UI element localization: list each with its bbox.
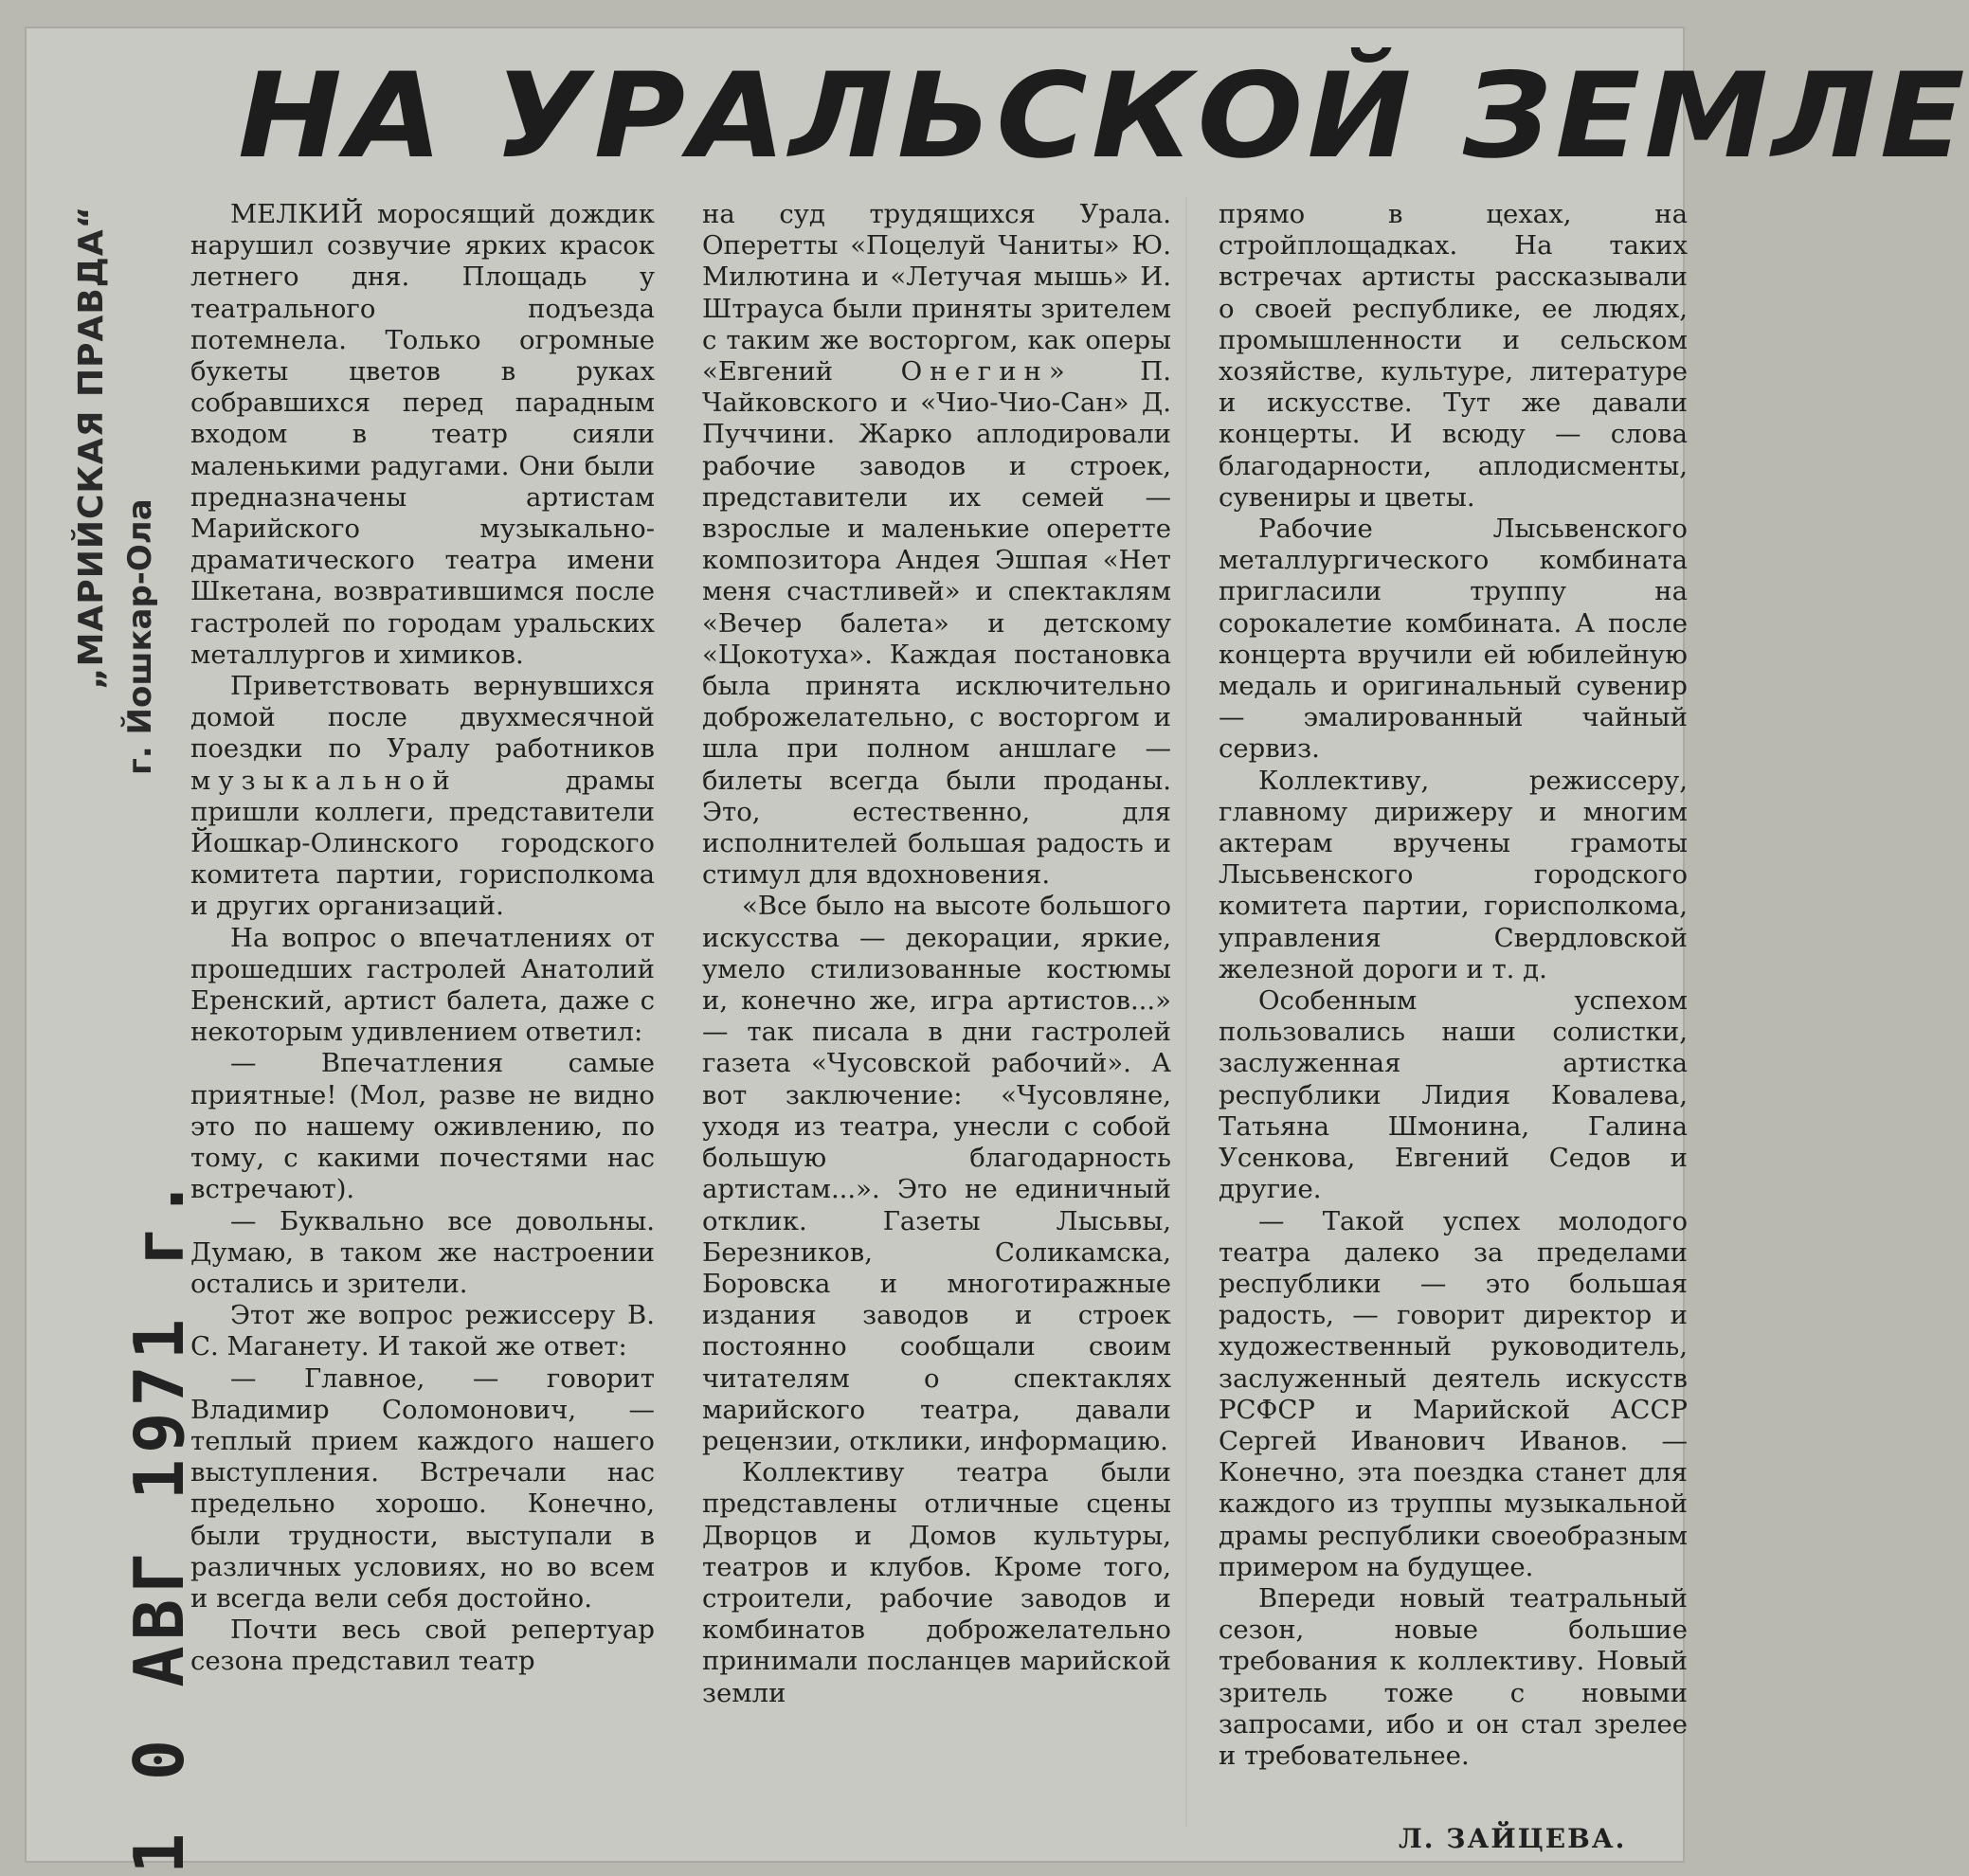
paragraph bbox=[702, 199, 1171, 891]
paragraph: Впереди новый театральный сезон, новые большие требования к коллективу. Новый зритель тоже с новыми запросами, ибо и он стал зрелее и требовательнее. bbox=[1219, 1582, 1688, 1771]
paragraph: «Все было на высоте большого искусства — декорации, яркие, умело стилизованные костюмы и, конечно же, игра артистов...» — так писала в дни гастролей газета «Чусовской рабочий». А вот заключение: «Чусовляне, уходя из театра, унесли с собой большую благодарность артистам...». Это не единичный отклик. Газеты Лысьвы, Березников, Соликамска, Боровска и многотиражные издания заводов и строек постоянно сообщали своим читателям о спектаклях марийского театра, давали рецензии, отклики, информацию. bbox=[702, 891, 1171, 1456]
paragraph-text: моросящий дождик нарушил созвучие ярких красок летнего дня. Площадь у театрального подъезда потемнела. Только огромные букеты цветов в руках собравшихся перед парадным входом в театр сияли маленькими радугами. Они были предназначены артистам Марийского музыкально-драматического театра имени Шкетана, возвратившимся после гастролей по городам уральских металлургов и химиков. bbox=[190, 199, 655, 670]
fold-line bbox=[1185, 197, 1187, 1827]
paragraph-text: Приветствовать вернувшихся домой после двухмесячной поездки по Уралу работников bbox=[190, 671, 655, 765]
paragraph: — Главное, — говорит Владимир Соломонович, — теплый прием каждого нашего выступления. Встречали нас предельно хорошо. Конечно, были трудности, выступали в различных условиях, но во всем и всегда вели себя достойно. bbox=[190, 1362, 655, 1614]
paragraph-text: на суд трудящихся Урала. Оперетты «Поцелуй Чаниты» Ю. Милютина и «Летучая мышь» И. Штрауса были приняты зрителем с таким же восторгом, как оперы «Евгений bbox=[702, 199, 1171, 388]
spaced-word: музыкальной bbox=[190, 765, 458, 796]
paragraph: Коллективу театра были представлены отличные сцены Дворцов и Домов культуры, театров и клубов. Кроме того, строители, рабочие заводов и комбинатов доброжелательно принимали посланцев марийской земли bbox=[702, 1457, 1171, 1708]
newspaper-city: г. Йошкар-Ола bbox=[121, 498, 159, 775]
headline: НА УРАЛЬСКОЙ ЗЕМЛЕ bbox=[238, 48, 1969, 185]
paragraph: Рабочие Лысьвенского металлургического комбината пригласили труппу на сорокалетие комбината. А после концерта вручили ей юбилейную медаль и оригинальный сувенир — эмалированный чайный сервиз. bbox=[1219, 514, 1688, 765]
paragraph bbox=[190, 199, 655, 671]
article-column-2 bbox=[702, 199, 1171, 1709]
newspaper-clipping bbox=[25, 27, 1969, 1874]
side-stamp bbox=[72, 205, 199, 1874]
newspaper-name: „МАРИЙСКАЯ ПРАВДА“ bbox=[72, 205, 111, 690]
paragraph: — Впечатления самые приятные! (Мол, разве не видно это по нашему оживлению, по тому, с какими почестями нас встречают). bbox=[190, 1048, 655, 1205]
lead-caps: МЕЛКИЙ bbox=[230, 199, 364, 229]
paragraph: — Такой успех молодого театра далеко за пределами республики — это большая радость, — говорит директор и художественный руководитель, заслуженный деятель искусств РСФСР и Марийской АССР Сергей Иванович Иванов. — Конечно, эта поездка станет для каждого из труппы музыкальной драмы республики своеобразным примером на будущее. bbox=[1219, 1205, 1688, 1582]
paragraph bbox=[190, 671, 655, 923]
paragraph: прямо в цехах, на стройплощадках. На таких встречах артисты рассказывали о своей республике, ее людях, промышленности и сельском хозяйстве, культуре, литературе и искусстве. Тут же давали концерты. И всюду — слова благодарности, аплодисменты, сувениры и цветы. bbox=[1219, 199, 1688, 513]
paragraph: Этот же вопрос режиссеру В. С. Маганету. И такой же ответ: bbox=[190, 1300, 655, 1362]
paragraph-text: П. Чайковского и «Чио-Чио-Сан» Д. Пуччини. Жарко аплодировали рабочие заводов и строек, представители их семей — взрослые и маленькие оперетте композитора Андея Эшпая «Нет меня счастливей» и спектаклям «Вечер балета» и детскому «Цокотуха». Каждая постановка была принята исключительно доброжелательно, с восторгом и шла при полном аншлаге — билеты всегда были проданы. Это, естественно, для исполнителей большая радость и стимул для вдохновения. bbox=[702, 356, 1171, 891]
date-stamp: 1 0 АВГ 1971 г. bbox=[119, 1172, 199, 1874]
article-column-1 bbox=[190, 199, 655, 1678]
author-signature: Л. ЗАЙЦЕВА. bbox=[1399, 1823, 1627, 1854]
article-column-3 bbox=[1219, 199, 1688, 1772]
paragraph: Особенным успехом пользовались наши солистки, заслуженная артистка республики Лидия Ковалева, Татьяна Шмонина, Галина Усенкова, Евгений Седов и другие. bbox=[1219, 985, 1688, 1205]
paragraph: На вопрос о впечатлениях от прошедших гастролей Анатолий Еренский, артист балета, даже с некоторым удивлением ответил: bbox=[190, 922, 655, 1048]
paragraph: Почти весь свой репертуар сезона представил театр bbox=[190, 1614, 655, 1677]
paragraph: — Буквально все довольны. Думаю, в таком же настроении остались и зрители. bbox=[190, 1205, 655, 1299]
spaced-word: Онегин» bbox=[900, 356, 1073, 388]
paragraph-text: драмы пришли коллеги, представители Йошкар-Олинского городского комитета партии, горисполкома и других организаций. bbox=[190, 765, 655, 922]
paragraph: Коллективу, режиссеру, главному дирижеру и многим актерам вручены грамоты Лысьвенского городского комитета партии, горисполкома, управления Свердловской железной дороги и т. д. bbox=[1219, 765, 1688, 984]
